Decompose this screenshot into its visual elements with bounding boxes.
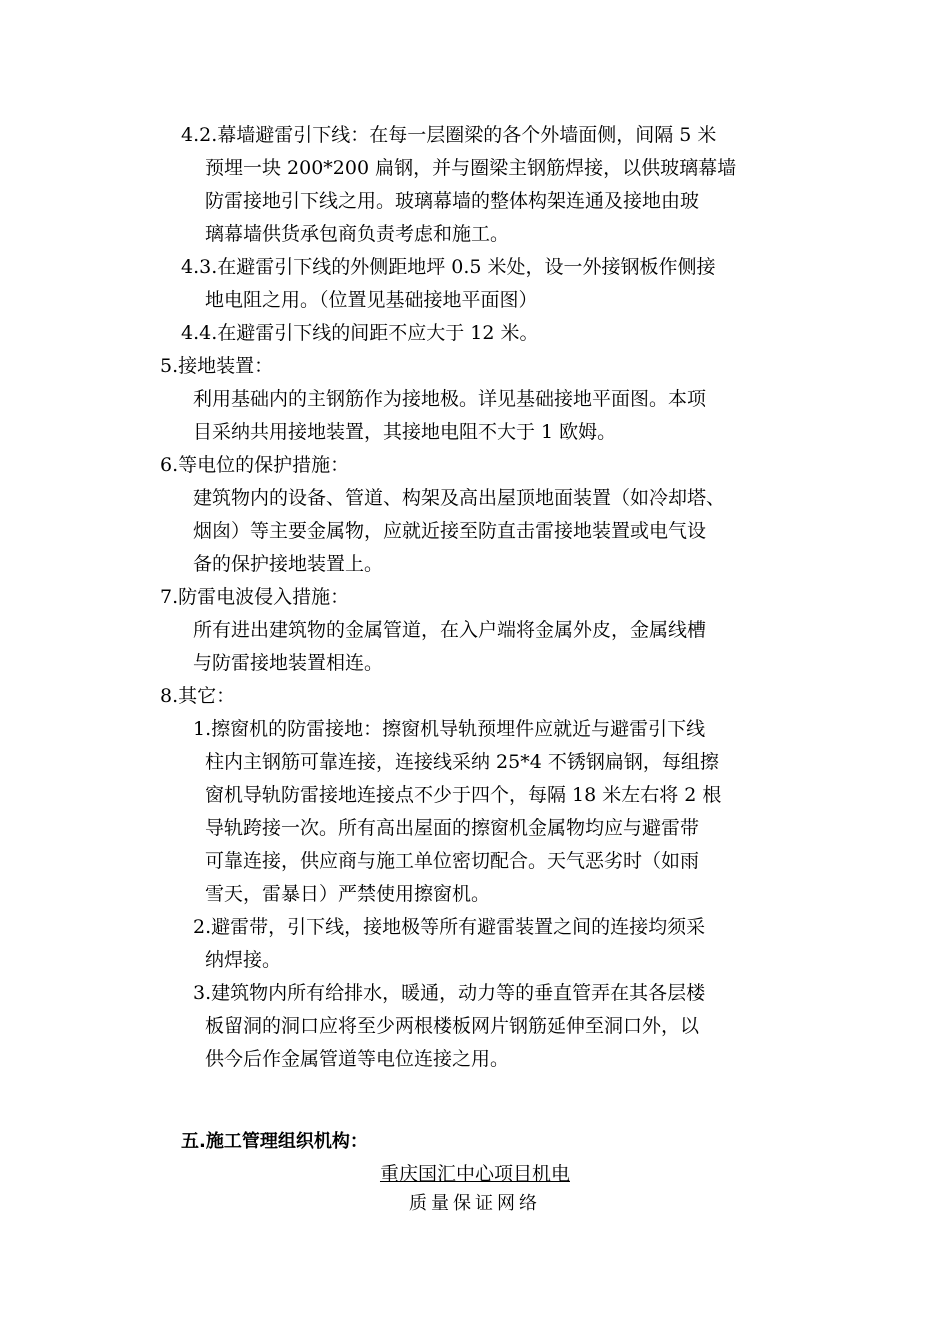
line-4-2-c: 防雷接地引下线之用。玻璃幕墙的整体构架连通及接地由玻 [205,190,700,212]
item-8-1-e: 可靠连接，供应商与施工单位密切配合。天气恶劣时（如雨 [205,850,700,872]
item-8-3-c: 供今后作金属管道等电位连接之用。 [205,1048,510,1070]
item-8-1-d: 导轨跨接一次。所有高出屋面的擦窗机金属物均应与避雷带 [205,817,700,839]
para-6-a: 建筑物内的设备、管道、构架及高出屋顶地面装置（如冷却塔、 [193,487,726,509]
line-4-3-a: 4.3.在避雷引下线的外侧距地坪 0.5 米处，设一外接钢板作侧接 [181,256,716,278]
line-4-2-b: 预埋一块 200*200 扁钢，并与圈梁主钢筋焊接，以供玻璃幕墙 [205,157,737,179]
item-8-3-a: 3.建筑物内所有给排水，暖通，动力等的垂直管弄在其各层楼 [193,982,706,1004]
item-8-3-b: 板留洞的洞口应将至少两根楼板网片钢筋延伸至洞口外，以 [205,1015,700,1037]
heading-6: 6.等电位的保护措施： [160,454,350,476]
para-6-c: 备的保护接地装置上。 [193,553,384,575]
line-4-3-b: 地电阻之用。（位置见基础接地平面图） [205,289,538,311]
item-8-1-c: 窗机导轨防雷接地连接点不少于四个，每隔 18 米左右将 2 根 [205,784,722,806]
heading-5: 5.接地装置： [160,355,274,377]
heading-8: 8.其它： [160,685,236,707]
line-4-2-a: 4.2.幕墙避雷引下线：在每一层圈梁的各个外墙面侧，间隔 5 米 [181,124,717,146]
item-8-2-b: 纳焊接。 [205,949,282,971]
heading-7: 7.防雷电波侵入措施： [160,586,350,608]
line-4-4: 4.4.在避雷引下线的间距不应大于 12 米。 [181,322,539,344]
item-8-1-a: 1.擦窗机的防雷接地：擦窗机导轨预埋件应就近与避雷引下线 [193,718,706,740]
line-4-2-d: 璃幕墙供货承包商负责考虑和施工。 [205,223,510,245]
item-8-1-f: 雪天，雷暴日）严禁使用擦窗机。 [205,883,491,905]
org-title: 重庆国汇中心项目机电 [379,1163,570,1185]
item-8-1-b: 柱内主钢筋可靠连接，连接线采纳 25*4 不锈钢扁钢，每组擦 [205,751,719,773]
section-heading: 五.施工管理组织机构： [181,1131,368,1152]
para-5-a: 利用基础内的主钢筋作为接地极。详见基础接地平面图。本项 [193,388,707,410]
item-8-2-a: 2.避雷带，引下线，接地极等所有避雷装置之间的连接均须采 [193,916,706,938]
org-subtitle: 质量保证网络 [409,1193,541,1214]
para-5-b: 目采纳共用接地装置，其接地电阻不大于 1 欧姆。 [193,421,617,443]
para-7-a: 所有进出建筑物的金属管道，在入户端将金属外皮，金属线槽 [193,619,707,641]
para-7-b: 与防雷接地装置相连。 [193,652,384,674]
para-6-b: 烟囱）等主要金属物，应就近接至防直击雷接地装置或电气设 [193,520,707,542]
